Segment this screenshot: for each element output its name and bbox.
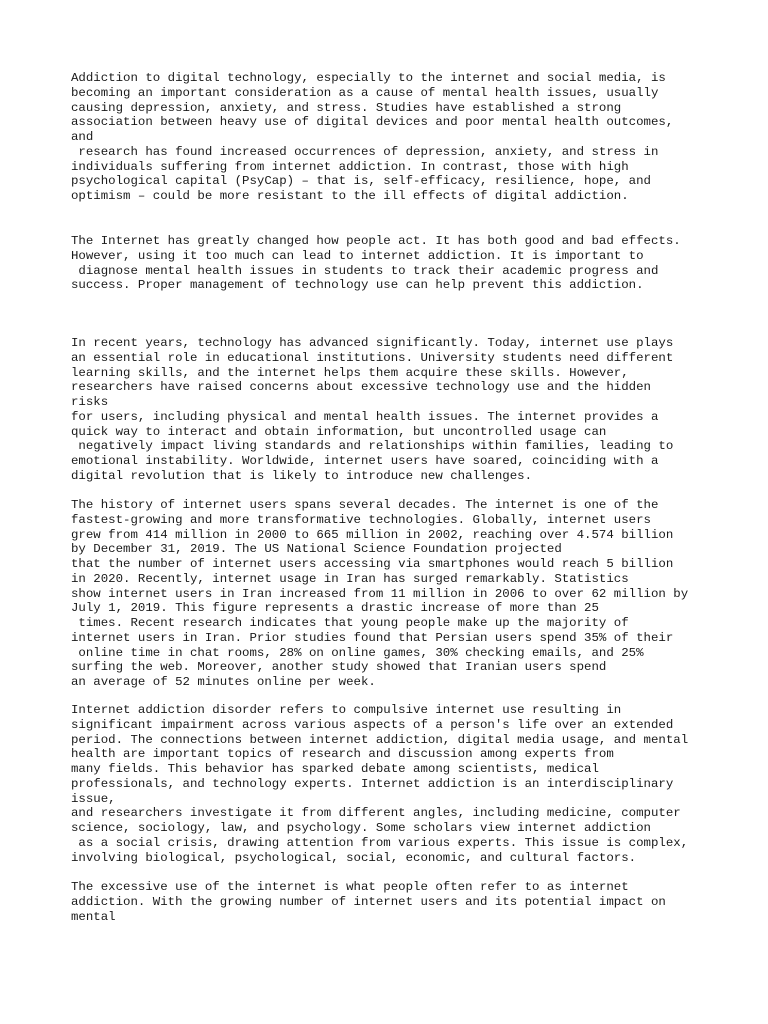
paragraph-internet-history: The history of internet users spans several decades. The internet is one of the fastest-growing and more transformative technologies. Globally, internet users grew from 414 million in 2000 to 665 million in 2002, reaching over 4.574 billion by December 31, 2019. The US National Science Foundation projected that the number of internet users accessing via smartphones would reach 5 billion in 2020. Recently, internet usage in Iran has surged remarkably. Statistics show internet users in Iran increased from 11 million in 2006 to over 62 million by July 1, 2019. This figure represents a drastic increase of more than 25 times. Recent research indicates that young people make up the majority of internet users in Iran. Prior studies found that Persian users spend 35% of their online time in chat rooms, 28% on online games, 30% checking emails, and 25% surfing the web. Moreover, another study showed that Iranian users spend an average of 52 minutes online per week. (71, 498, 689, 689)
paragraph-digital-addiction: Addiction to digital technology, especially to the internet and social media, is becoming an important consideration as a cause of mental health issues, usually causing depression, anxiety, and stress. Studies have established a strong association between heavy use of digital devices and poor mental health outcomes, and research has found increased occurrences of depression, anxiety, and stress in individuals suffering from internet addiction. In contrast, those with high psychological capital (PsyCap) – that is, self-efficacy, resilience, hope, and optimism – could be more resistant to the ill effects of digital addiction. (71, 71, 674, 203)
paragraph-excessive-use: The excessive use of the internet is what people often refer to as internet addiction. With the growing number of internet users and its potential impact on mental (71, 880, 666, 924)
paragraph-technology-advance: In recent years, technology has advanced significantly. Today, internet use plays an essential role in educational institutions. University students need different learning skills, and the internet helps them acquire these skills. However, researchers have raised concerns about excessive technology use and the hidden risks for users, including physical and mental health issues. The internet provides a quick way to interact and obtain information, but uncontrolled usage can negatively impact living standards and relationships within families, leading to emotional instability. Worldwide, internet users have soared, coinciding with a digital revolution that is likely to introduce new challenges. (71, 336, 674, 483)
paragraph-addiction-disorder: Internet addiction disorder refers to compulsive internet use resulting in significant impairment across various aspects of a person's life over an extended period. The connections between internet addiction, digital media usage, and mental health are important topics of research and discussion among experts from many fields. This behavior has sparked debate among scientists, medical professionals, and technology experts. Internet addiction is an interdisciplinary issue, and researchers investigate it from different angles, including medicine, computer science, sociology, law, and psychology. Some scholars view internet addiction as a social crisis, drawing attention from various experts. This issue is complex, involving biological, psychological, social, economic, and cultural factors. (71, 703, 689, 865)
paragraph-internet-effects: The Internet has greatly changed how people act. It has both good and bad effects. However, using it too much can lead to internet addiction. It is important to diagnose mental health issues in students to track their academic progress and success. Proper management of technology use can help prevent this addiction. (71, 234, 681, 293)
